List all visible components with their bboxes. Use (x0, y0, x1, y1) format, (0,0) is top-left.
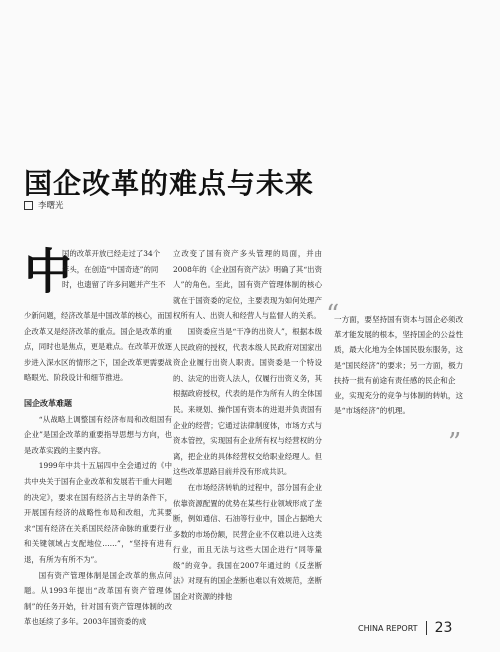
byline-box-icon (24, 201, 33, 210)
dropcap-block (24, 246, 172, 308)
pull-quote (334, 312, 468, 418)
paragraph: 在市场经济转轨的过程中，部分国有企业依靠资源配置的优势在某些行业领域形成了垄断，例如通信、石油等行业中，国企占据绝大多数的市场份额，民营企业不仅难以进入这类行业，而且无法与这些大国企进行“同等量级”的竞争。我国在2007年通过的《反垄断法》对现有的国企垄断也难以有效规范，垄断国企对资源的排他 (173, 482, 322, 602)
open-quote-icon: “ (326, 300, 340, 330)
author-name: 李曙光 (38, 201, 64, 211)
paragraph: 立改变了国有资产多头管理的局面，并由2008年的《企业国有资产法》明确了其“出资人”的角色。至此，国有资产管理体制的核心就在于国资委的定位，主要表现为如何处理产权所有人、出资人和经营人与监督人的关系。 (173, 249, 322, 321)
paragraph: 少新问题，经济改革是中国改革的核心，而国企改革又是经济改革的重点。国企是改革的重点，同时也是焦点，更是难点。在改革开放逐步进入深水区的情形之下，国企改革更需要战略眼光、阶段设计和细节推进。 (24, 311, 172, 383)
paragraph: 国资委应当是“干净的出资人”，根据本级人民政府的授权，代表本级人民政府对国家出资企业履行出资人职责。国资委是一个特设的、法定的出资人法人，仅履行出资义务，其根据政府授权，代表的是作为所有人的全体国民。来规划、操作国有资本的进退并负责国有企业的经营；它通过法律制度体，市场方式与资本管控，实现国有企业所有权与经营权的分离，把企业的具体经营权交给职业经理人。但这些改革思路目前并没有形成共识。 (173, 326, 322, 477)
paragraph: “从战略上调整国有经济布局和改组国有企业”是国企改革的重要指导思想与方向，也是改革实践的主要内容。 (24, 414, 172, 455)
dropcap-line: 年头，在创造“中国奇迹”的同 (62, 264, 159, 274)
close-quote-icon: ” (448, 428, 462, 458)
paragraph: 国有资产管理体制是国企改革的焦点问题。从1993年提出“改革国有资产管理体制”的任务开始，针对国有资产管理体制的改革也延续了多年。2003年国资委的成 (24, 570, 172, 627)
column-1 (24, 246, 172, 630)
column-2 (173, 246, 322, 605)
byline (24, 199, 64, 211)
footer-divider (426, 621, 427, 635)
dropcap-lines (62, 246, 172, 293)
dropcap: 中 (24, 244, 73, 300)
paragraph: 1999年中共十五届四中全会通过的《中共中央关于国有企业改革和发展若干重大问题的决定》，要求在国有经济占主导的条件下，开展国有经济的战略性布局和改组，尤其要求“国有经济在关系国民经济命脉的重要行业和关键领域占支配地位……”，“坚持有进有退，有所为有所不为”。 (24, 461, 172, 564)
page-number: 23 (434, 620, 453, 636)
page-footer (358, 620, 452, 636)
pull-quote-text: 一方面，要坚持国有资本与国企必须改革才能发展的根本，坚持国企的公益性质，最大化地为全体国民股东服务，这是“国民经济”的要求；另一方面，极力扶持一批有前途有责任感的民企和企业，实现充分的竞争与体制的转轨，这是“市场经济”的机理。 (334, 315, 464, 416)
dropcap-line: 国的改革开放已经走过了34个 (62, 249, 161, 258)
section-heading: 国企改革难题 (24, 397, 72, 408)
magazine-name: CHINA REPORT (358, 623, 418, 633)
article-title: 国企改革的难点与未来 (24, 167, 315, 200)
dropcap-line: 时，也遗留了许多问题并产生不 (62, 280, 166, 290)
